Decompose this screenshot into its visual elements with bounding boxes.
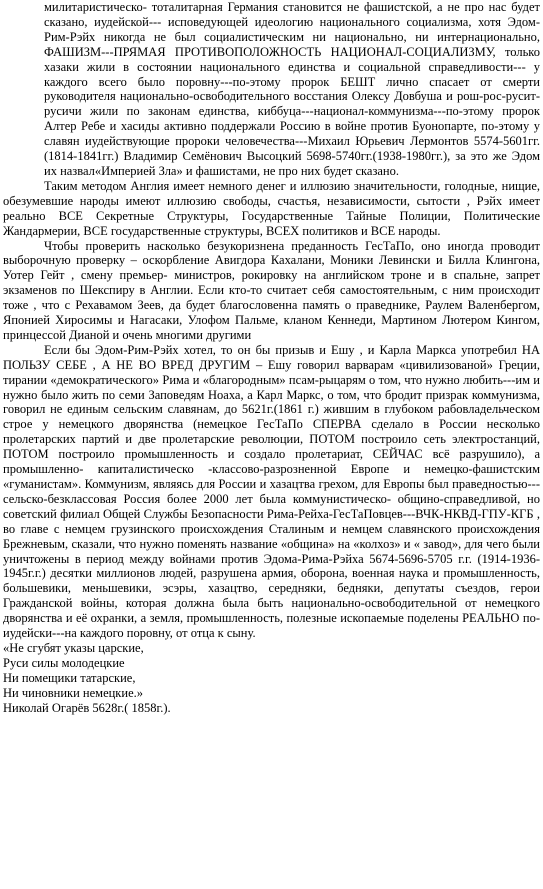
verse-line-3: Ни помещики татарские, [3, 670, 136, 685]
verse-line-2: Руси силы молодецкие [3, 655, 125, 670]
verse-author: Николай Огарёв 5628г.( 1858г.). [3, 700, 171, 715]
paragraph-germany-fascism: милитаристическо- тоталитарная Германия становится не фашистской, а не про нас будет сказано, иудейской--- исповедующей идеологию национального социализма, хотя Эдом-Рим-Рэйх никогда не был социалистическим ни национально, ни интернационально, ФАШИЗМ---ПРЯМАЯ ПРОТИВОПОЛОЖНОСТЬ НАЦИОНАЛ-СОЦИАЛИЗМУ, только хазаки жили в состоянии национального единства и социальной справедливости--- у каждого всего было поровну---по-этому пророк БЕШТ лично спасает от смерти руководителя национально-освободительного восстания Олексу Довбуша и рош-рос-русит-русичи жили по законам единства, киббуца---национал-коммунизма---по-этому пророк Алтер Ребе и хасиды активно поддержали Россию в войне против Буонопарте, по-этому у славян иудействующие пророки человечества---Михаил Юрьевич Лермонтов 5574-5601гг.(1814-1841гг.) Владимир Семёнович Высоцкий 5698-5740гг.(1938-1980гг.), за это же Эдом их назвал«Империей Зла» и фашистами, не про них будет сказано. [44, 0, 540, 178]
indented-paragraph-block [3, 0, 540, 179]
verse-line-4: Ни чиновники немецкие.» [3, 685, 143, 700]
paragraph-gestapo-check: Чтобы проверить насколько безукоризнена преданность ГесТаПо, оно иногда проводит выборочную проверку – оскорбление Авигдора Кахалани, Моники Левински и Билла Клингона, Уотер Гейт , смену премьер- министров, рокировку на английском троне и в спальне, запрет экзаменов по Шекспиру в Англии. Если кто-то считает себя самостоятельным, с ним происходит тоже , что с Рехавамом Зеев, да будет благословенна память о праведнике, Раулем Валенбергом, Японией Хиросимы и Нагасаки, Улофом Пальме, кланом Кеннеди, Мартином Лютером Кингом, принцессой Дианой и очень многими другими [3, 238, 540, 342]
verse-quote [3, 641, 540, 716]
paragraph-edom-marx: Если бы Эдом-Рим-Рэйх хотел, то он бы призыв и Ешу , и Карла Маркса употребил НА ПОЛЬЗУ СЕБЕ , А НЕ ВО ВРЕД ДРУГИМ – Ешу говорил варварам «цивилизованой» Греции, тирании «демократического» Рима и «благородным» псам-рыцарям о том, что нужно любить---им и нужно было жить по семи Заповедям Ноаха, а Карл Маркс, о том, что бродит призрак коммунизма, говорил не единым сельским славянам, до 5621г.(1861 г.) жившим в глубоком рабовладельческом строе у немецкого дворянства (немецкое ГесТаПо СПЕРВА сделало в России несколько пролетарских партий и две пролетарские революции, ПОТОМ построило сеть электростанций, ПОТОМ построило промышленность и создало пролетариат, СЕЙЧАС всё разрушило), а промышленно- капиталистическо -классово-разрозненной Европе и немецко-фашистским «гуманистам». Коммунизм, являясь для России и хазацтва грехом, для Европы был праведностью--- сельско-безклассовая Россия более 2000 лет была коммунистическо- общино-справедливой, но советский филиал Общей Службы Безопасности Рима-Рейха-ГесТаПовцев---ВЧК-НКВД-ГПУ-КГБ , во главе с немцем грузинского происхождения Сталиным и немцем славянского происхождения Брежневым, сказали, что нужно поменять название «община» на «колхоз» и « завод», для чего были уничтожены в период между войнами против Эдома-Рима-Рэйха 5674-5696-5705 г.г. (1914-1936-1945г.г.) десятки миллионов людей, разрушена армия, оборона, военная наука и промышленность, большевики, меньшевики, эсэры, хазацтво, середняки, бедняки, депутаты съездов, герои Гражданской войны, которая должна была быть национально-освободительной от немецкого дворянства и её охранки, а земля, промышленность, полезные ископаемые поделены РЕАЛЬНО по-иудейски---на каждого поровну, от отца к сыну. [3, 342, 540, 641]
paragraph-england-illusion: Таким методом Англия имеет немного денег и иллюзию значительности, голодные, нищие, обезумевшие народы имеют иллюзию свободы, счастья, независимости, сытости , Рэйх имеет реально ВСЕ Секретные Структуры, Государственные Тайные Полиции, Политические Жандармерии, ВСЕ государственные структуры, ВСЕХ политиков и ВСЕ народы. [3, 178, 540, 238]
verse-line-1: «Не сгубят указы царские, [3, 640, 144, 655]
